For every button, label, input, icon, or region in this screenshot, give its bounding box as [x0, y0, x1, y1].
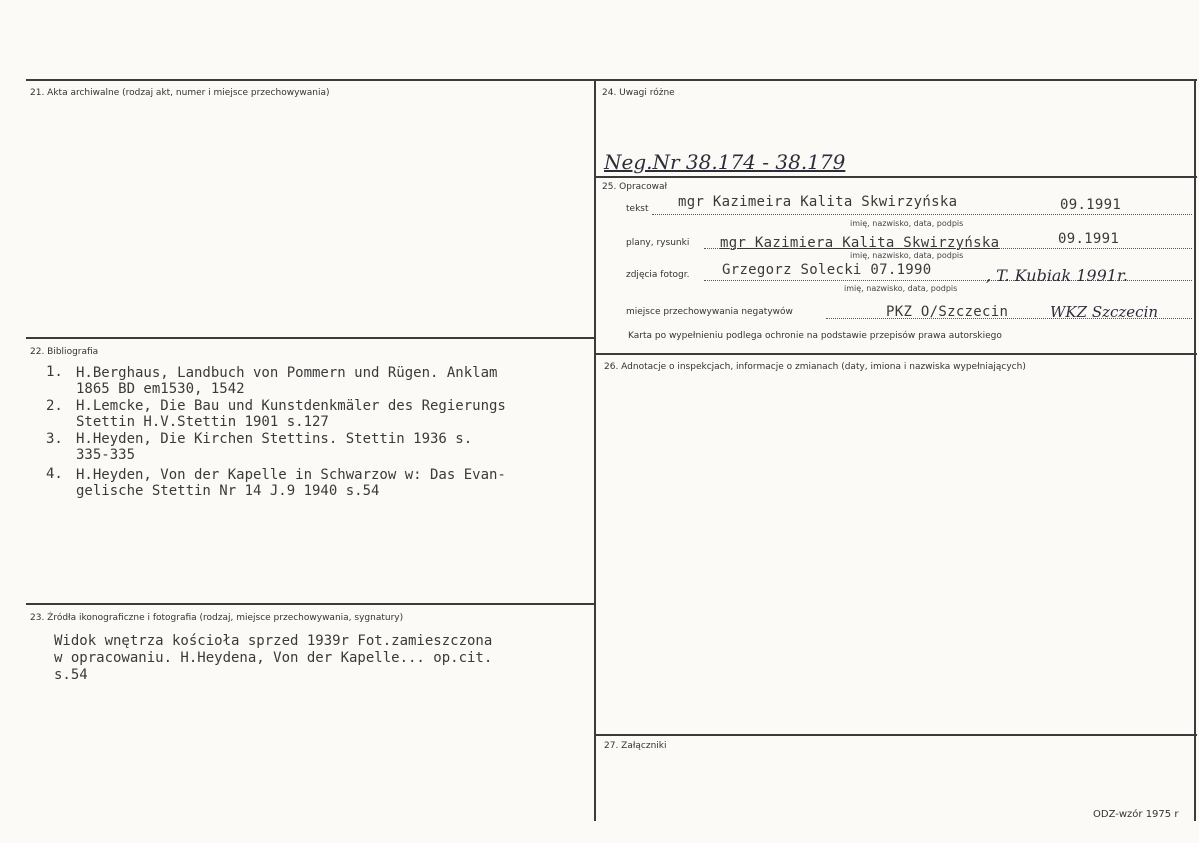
bib-item-4-line-2: gelische Stettin Nr 14 J.9 1940 s.54 — [76, 483, 380, 499]
section-21-label: 21. Akta archiwalne (rodzaj akt, numer i miejsce przechowywania) — [30, 88, 330, 98]
section-22-label: 22. Bibliografia — [30, 347, 99, 357]
right-edge-rule — [1194, 79, 1196, 821]
copyright-note: Karta po wypełnieniu podlega ochronie na podstawie przepisów prawa autorskiego — [628, 331, 1002, 341]
bib-item-1-line-2: 1865 BD em1530, 1542 — [76, 381, 245, 397]
section-23-label: 23. Źródła ikonograficzne i fotografia (rodzaj, miejsce przechowywania, sygnatury) — [30, 613, 404, 623]
plany-value: mgr Kazimiera Kalita Skwirzyńska — [720, 235, 1000, 251]
zdjecia-value: Grzegorz Solecki 07.1990 — [722, 262, 932, 278]
tekst-value: mgr Kazimeira Kalita Skwirzyńska — [678, 194, 958, 210]
iconography-line-3: s.54 — [54, 667, 88, 683]
tekst-label: tekst — [626, 204, 649, 214]
negative-numbers-handwritten: Neg.Nr 38.174 - 38.179 — [604, 150, 846, 174]
left-rule-22 — [26, 337, 594, 339]
bib-item-3-num: 3. — [46, 431, 63, 447]
section-26-label: 26. Adnotacje o inspekcjach, informacje o zmianach (daty, imiona i nazwiska wypełniających) — [604, 362, 1026, 372]
negatives-handwritten: WKZ Szczecin — [1050, 303, 1159, 321]
tekst-caption: imię, nazwisko, data, podpis — [850, 219, 964, 228]
zdjecia-handwritten: , T. Kubiak 1991r. — [986, 266, 1128, 285]
form-id: ODZ-wzór 1975 r — [1093, 809, 1179, 820]
bib-item-2-num: 2. — [46, 398, 63, 414]
plany-date: 09.1991 — [1058, 231, 1120, 247]
top-rule — [26, 79, 1197, 81]
bib-item-3-line-2: 335-335 — [76, 447, 136, 463]
bib-item-4-line-1: H.Heyden, Von der Kapelle in Schwarzow w: Das Evan- — [76, 467, 506, 483]
bib-item-2-line-1: H.Lemcke, Die Bau und Kunstdenkmäler des Regierungs — [76, 398, 506, 414]
iconography-line-1: Widok wnętrza kościoła sprzed 1939r Fot.zamieszczona — [54, 633, 493, 649]
bib-item-3-line-1: H.Heyden, Die Kirchen Stettins. Stettin 1936 s. — [76, 431, 473, 447]
bib-item-2-line-2: Stettin H.V.Stettin 1901 s.127 — [76, 414, 329, 430]
bib-item-1-num: 1. — [46, 364, 63, 380]
right-rule-26 — [596, 353, 1197, 355]
negatives-label: miejsce przechowywania negatywów — [626, 307, 793, 317]
zdjecia-label: zdjęcia fotogr. — [626, 270, 690, 280]
tekst-date: 09.1991 — [1060, 197, 1122, 213]
vertical-divider — [594, 81, 596, 821]
negatives-value: PKZ O/Szczecin — [886, 304, 1009, 320]
tekst-dotline — [652, 214, 1192, 215]
section-27-label: 27. Załączniki — [604, 741, 667, 751]
bib-item-1-line-1: H.Berghaus, Landbuch von Pommern und Rügen. Anklam — [76, 365, 498, 381]
section-25-label: 25. Opracował — [602, 182, 668, 192]
right-rule-27 — [596, 734, 1197, 736]
plany-label: plany, rysunki — [626, 238, 690, 248]
plany-caption: imię, nazwisko, data, podpis — [850, 251, 964, 260]
zdjecia-caption: imię, nazwisko, data, podpis — [844, 284, 958, 293]
section-24-label: 24. Uwagi różne — [602, 88, 675, 98]
iconography-line-2: w opracowaniu. H.Heydena, Von der Kapelle... op.cit. — [54, 650, 493, 666]
right-rule-25 — [596, 176, 1197, 178]
bib-item-4-num: 4. — [46, 466, 63, 482]
left-rule-23 — [26, 603, 594, 605]
